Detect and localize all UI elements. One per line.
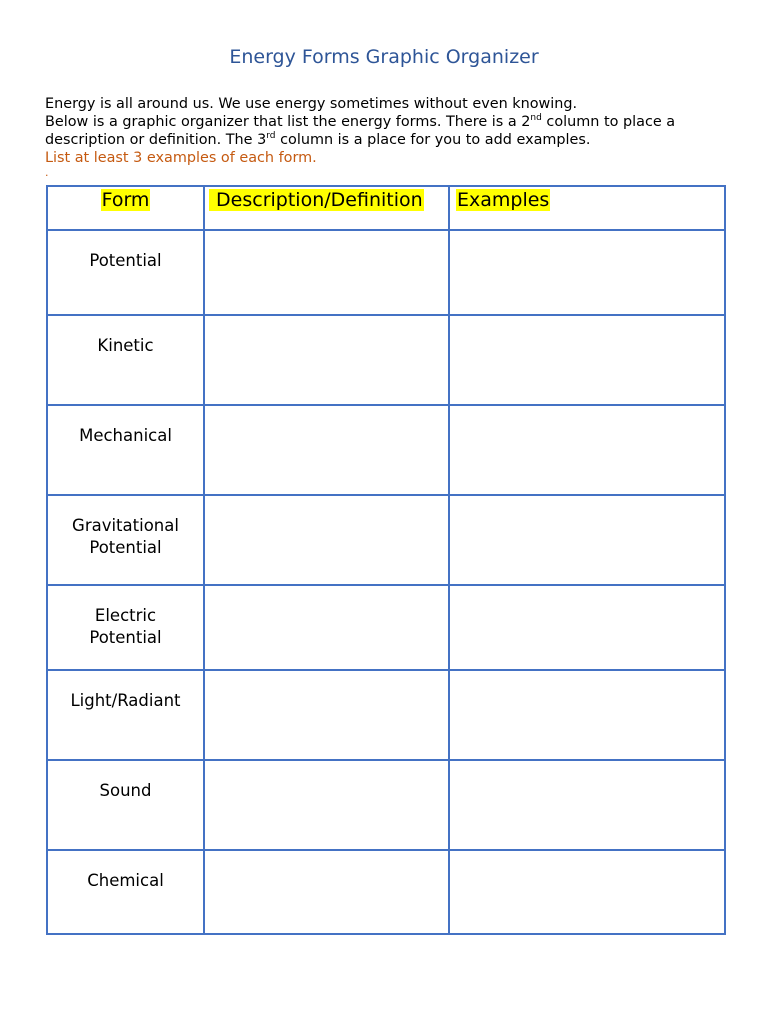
- description-cell[interactable]: [204, 760, 449, 850]
- form-cell-light-radiant: [47, 670, 204, 760]
- examples-cell[interactable]: [449, 850, 725, 934]
- header-description-label: Description/Definition: [210, 189, 423, 211]
- form-label: Light/Radiant: [70, 691, 181, 710]
- header-examples-label: Examples: [457, 189, 550, 211]
- description-cell[interactable]: [204, 230, 449, 315]
- instruction-text: List at least 3 examples of each form.: [45, 150, 317, 166]
- intro-line-3-part-b: column is a place for you to add examples.: [275, 132, 591, 148]
- page-title: Energy Forms Graphic Organizer: [229, 46, 539, 68]
- intro-line-1: Energy is all around us. We use energy sometimes without even knowing.: [45, 96, 578, 112]
- intro-text: [45, 95, 735, 179]
- table-row: [47, 405, 725, 495]
- table-row: [47, 230, 725, 315]
- table-row: [47, 670, 725, 760]
- table-row: [47, 585, 725, 670]
- table-row: [47, 495, 725, 585]
- table-row: [47, 850, 725, 934]
- intro-line-2-part-b: column to place a: [541, 114, 676, 130]
- form-label: Mechanical: [79, 426, 172, 445]
- form-cell-mechanical: [47, 405, 204, 495]
- ordinal-suffix-nd: nd: [530, 113, 542, 123]
- header-form-label: Form: [101, 189, 150, 211]
- form-cell-sound: [47, 760, 204, 850]
- description-cell[interactable]: [204, 585, 449, 670]
- form-label: Sound: [99, 781, 152, 800]
- form-label: Electric Potential: [89, 606, 162, 647]
- examples-cell[interactable]: [449, 230, 725, 315]
- form-cell-kinetic: [47, 315, 204, 405]
- examples-cell[interactable]: [449, 585, 725, 670]
- description-cell[interactable]: [204, 495, 449, 585]
- examples-cell[interactable]: [449, 760, 725, 850]
- examples-cell[interactable]: [449, 670, 725, 760]
- description-cell[interactable]: [204, 315, 449, 405]
- ordinal-suffix-rd: rd: [266, 131, 276, 141]
- form-cell-gravitational-potential: [47, 495, 204, 585]
- intro-line-2: [45, 113, 735, 131]
- header-examples: [449, 186, 725, 230]
- form-cell-potential: [47, 230, 204, 315]
- table-row: [47, 760, 725, 850]
- intro-line-3-part-a: description or definition. The 3: [45, 132, 267, 148]
- form-cell-electric-potential: [47, 585, 204, 670]
- description-cell[interactable]: [204, 850, 449, 934]
- energy-forms-table: [46, 185, 726, 935]
- form-label: Gravitational Potential: [72, 516, 179, 557]
- description-cell[interactable]: [204, 670, 449, 760]
- header-description: [204, 186, 449, 230]
- table-row: [47, 315, 725, 405]
- form-label: Chemical: [87, 871, 164, 890]
- form-cell-chemical: [47, 850, 204, 934]
- examples-cell[interactable]: [449, 315, 725, 405]
- form-label: Potential: [89, 251, 162, 270]
- intro-line-2-part-a: Below is a graphic organizer that list the energy forms. There is a 2: [45, 114, 531, 130]
- examples-cell[interactable]: [449, 495, 725, 585]
- table-header-row: [47, 186, 725, 230]
- header-form: [47, 186, 204, 230]
- form-label: Kinetic: [97, 336, 154, 355]
- intro-line-3: [45, 131, 735, 149]
- examples-cell[interactable]: [449, 405, 725, 495]
- description-cell[interactable]: [204, 405, 449, 495]
- trailing-dot: .: [45, 166, 49, 179]
